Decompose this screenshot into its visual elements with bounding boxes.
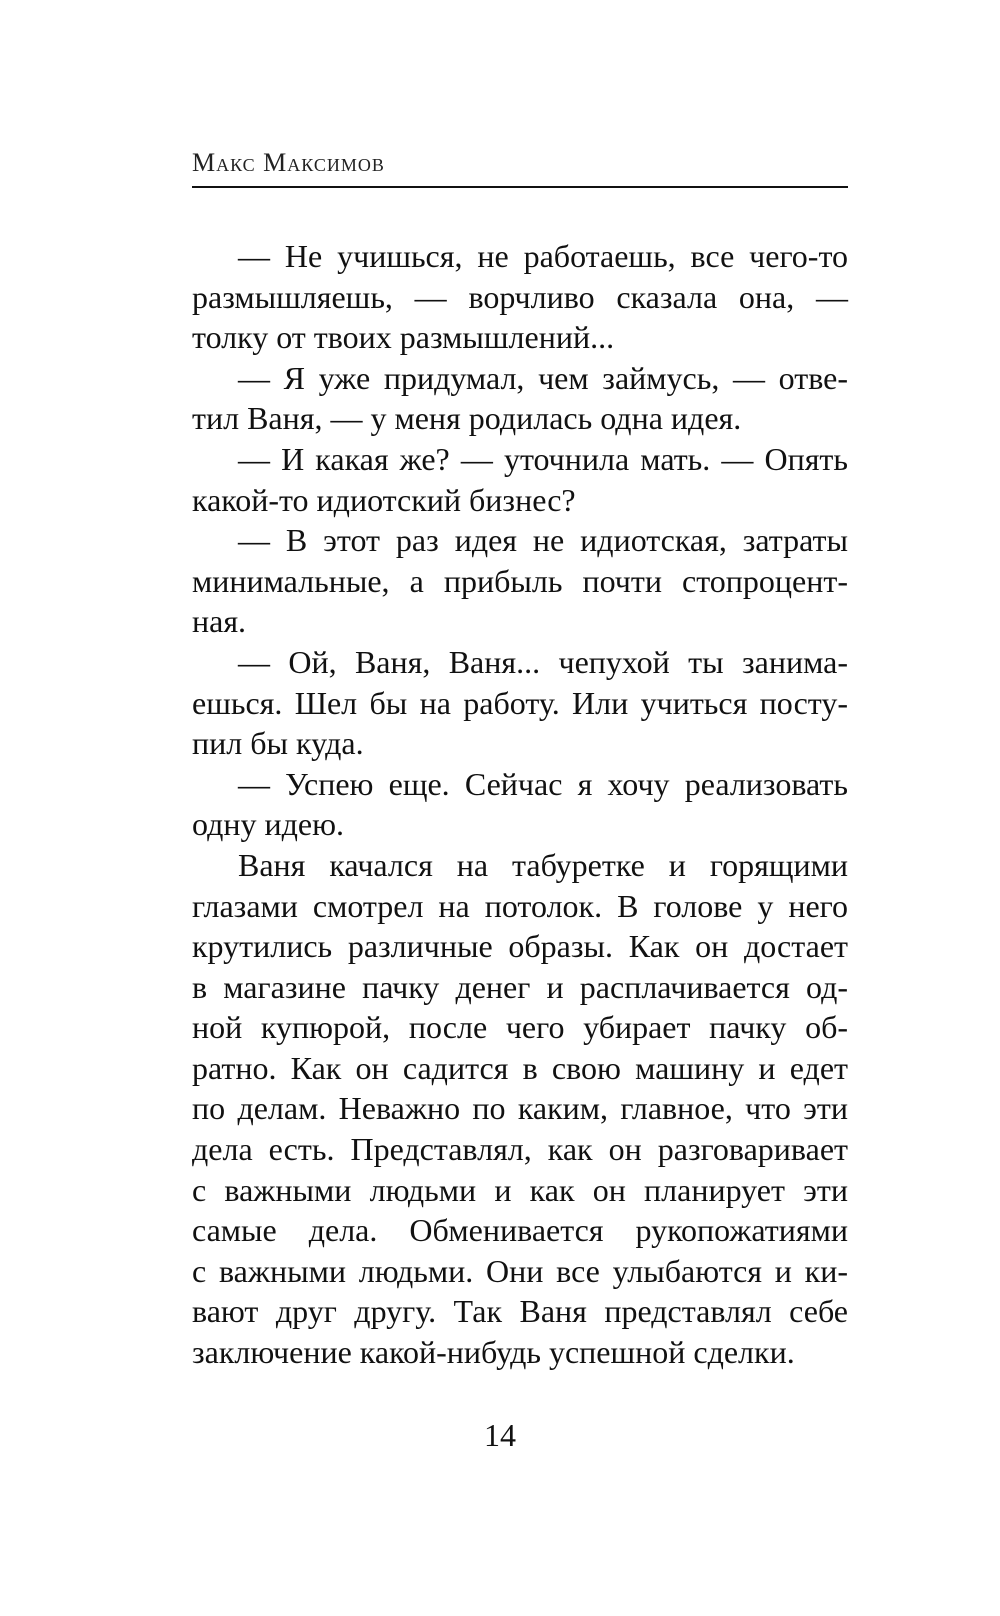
text-line: вают друг другу. Так Ваня представлял себе [192, 1293, 848, 1330]
text-line: ная. [192, 603, 247, 640]
text-line: ратно. Как он садится в свою машину и едет [192, 1049, 848, 1086]
text-line: — И какая же? — уточнила мать. — Опять [238, 440, 848, 477]
text-line: минимальные, а прибыль почти стопроцент- [192, 562, 848, 599]
text-line: — Не учишься, не работаешь, все чего-то [238, 238, 848, 274]
page-number: 14 [484, 1417, 516, 1453]
text-line: по делам. Неважно по каким, главное, что эти [192, 1090, 848, 1127]
text-line: одну идею. [192, 806, 344, 843]
text-line: какой-то идиотский бизнес? [192, 481, 576, 518]
text-line: с важными людьми. Они все улыбаются и ки- [192, 1252, 848, 1289]
text-line: Ваня качался на табуретке и горящими [238, 846, 848, 883]
text-line: в магазине пачку денег и расплачивается од- [192, 968, 848, 1005]
text-line: размышляешь, — ворчливо сказала она, — [192, 278, 848, 315]
text-line: ной купюрой, после чего убирает пачку об- [192, 1009, 848, 1046]
body-text [192, 236, 848, 1373]
text-line: глазами смотрел на потолок. В голове у него [192, 887, 848, 924]
text-line: самые дела. Обменивается рукопожатиями [192, 1212, 848, 1249]
text-line: с важными людьми и как он планирует эти [192, 1171, 848, 1208]
text-line: дела есть. Представлял, как он разговаривает [192, 1131, 848, 1168]
text-line: — Я уже придумал, чем займусь, — отве- [238, 359, 848, 396]
header-rule [192, 186, 848, 188]
text-line: заключение какой-нибудь успешной сделки. [192, 1334, 795, 1371]
text-line: тил Ваня, — у меня родилась одна идея. [192, 400, 742, 437]
text-line: — Успею еще. Сейчас я хочу реализовать [238, 765, 848, 802]
text-line: крутились различные образы. Как он достает [192, 928, 848, 965]
running-head-author: Макс Максимов [192, 148, 385, 177]
text-line: ешься. Шел бы на работу. Или учиться посту- [192, 684, 848, 721]
text-line: — Ой, Ваня, Ваня... чепухой ты занима- [238, 643, 848, 680]
text-line: толку от твоих размышлений... [192, 319, 615, 356]
text-line: пил бы куда. [192, 725, 364, 762]
text-line: — В этот раз идея не идиотская, затраты [238, 522, 848, 559]
